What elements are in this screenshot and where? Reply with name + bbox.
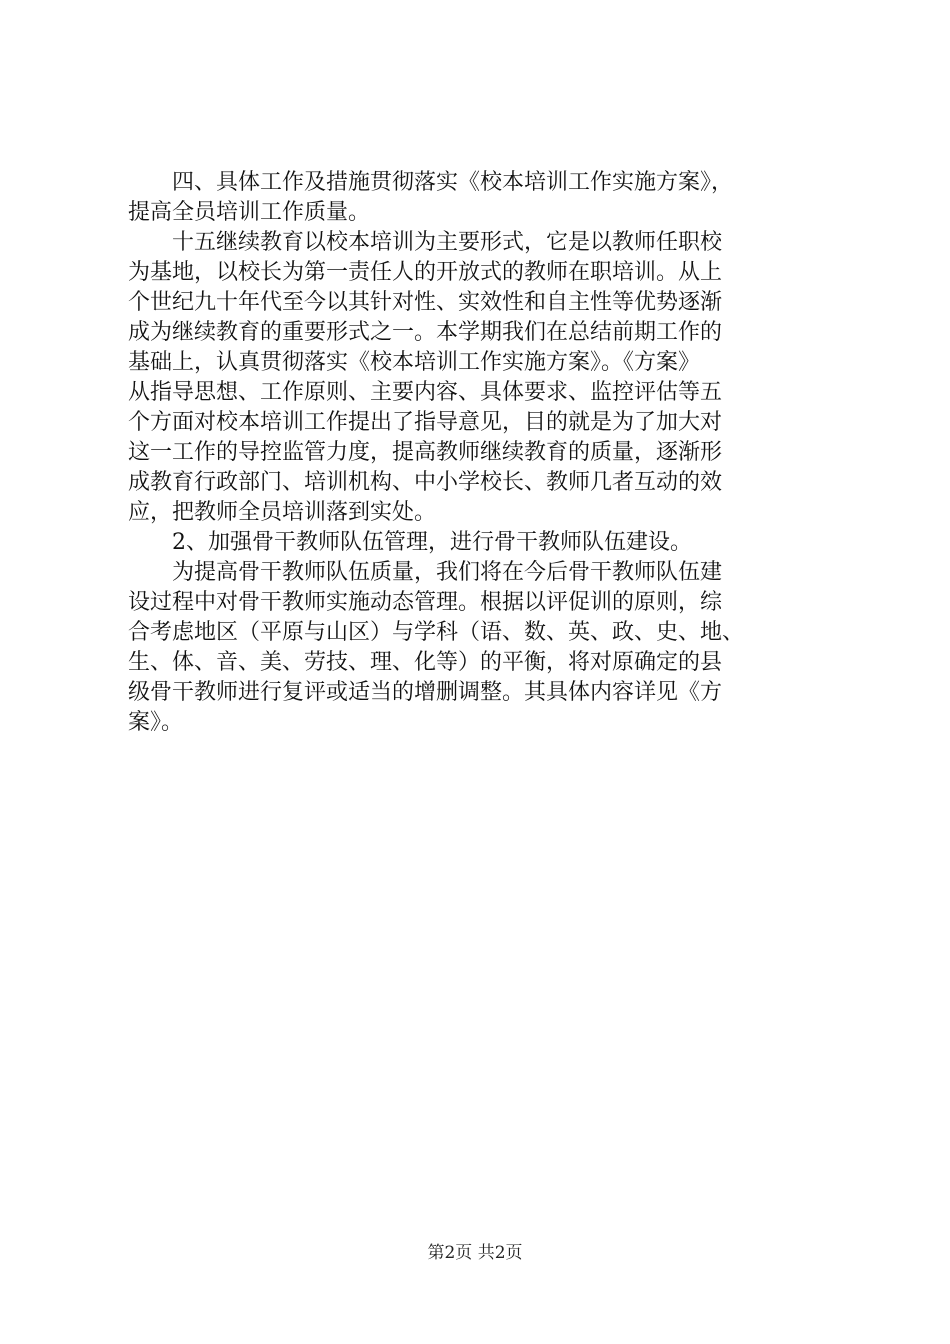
text-line: 生、体、音、美、劳技、理、化等）的平衡，将对原确定的县 xyxy=(128,650,723,675)
text-line: 合考虑地区（平原与山区）与学科（语、数、英、政、史、地、 xyxy=(128,620,745,645)
text-line: 2、加强骨干教师队伍管理，进行骨干教师队伍建设。 xyxy=(128,530,692,555)
text-line: 从指导思想、工作原则、主要内容、具体要求、监控评估等五 xyxy=(128,380,723,405)
text-line: 应，把教师全员培训落到实处。 xyxy=(128,500,437,525)
text-line: 四、具体工作及措施贯彻落实《校本培训工作实施方案》， xyxy=(128,170,734,195)
text-line: 级骨干教师进行复评或适当的增删调整。其具体内容详见《方 xyxy=(128,680,723,705)
text-line: 成为继续教育的重要形式之一。本学期我们在总结前期工作的 xyxy=(128,320,723,345)
text-line: 个世纪九十年代至今以其针对性、实效性和自主性等优势逐渐 xyxy=(128,290,723,315)
text-line: 个方面对校本培训工作提出了指导意见，目的就是为了加大对 xyxy=(128,410,723,435)
text-line: 案》。 xyxy=(128,710,184,735)
page-number-footer: 第2页 共2页 xyxy=(427,1243,523,1263)
text-line: 十五继续教育以校本培训为主要形式，它是以教师任职校 xyxy=(128,230,723,255)
text-line: 为基地，以校长为第一责任人的开放式的教师在职培训。从上 xyxy=(128,260,723,285)
text-line: 这一工作的导控监管力度，提高教师继续教育的质量，逐渐形 xyxy=(128,440,723,465)
text-line: 为提高骨干教师队伍质量，我们将在今后骨干教师队伍建 xyxy=(128,560,723,585)
document-body xyxy=(128,168,828,738)
text-line: 成教育行政部门、培训机构、中小学校长、教师几者互动的效 xyxy=(128,470,723,495)
text-line: 设过程中对骨干教师实施动态管理。根据以评促训的原则，综 xyxy=(128,590,723,615)
text-line: 基础上，认真贯彻落实《校本培训工作实施方案》。《方案》 xyxy=(128,350,701,375)
text-line: 提高全员培训工作质量。 xyxy=(128,200,371,225)
